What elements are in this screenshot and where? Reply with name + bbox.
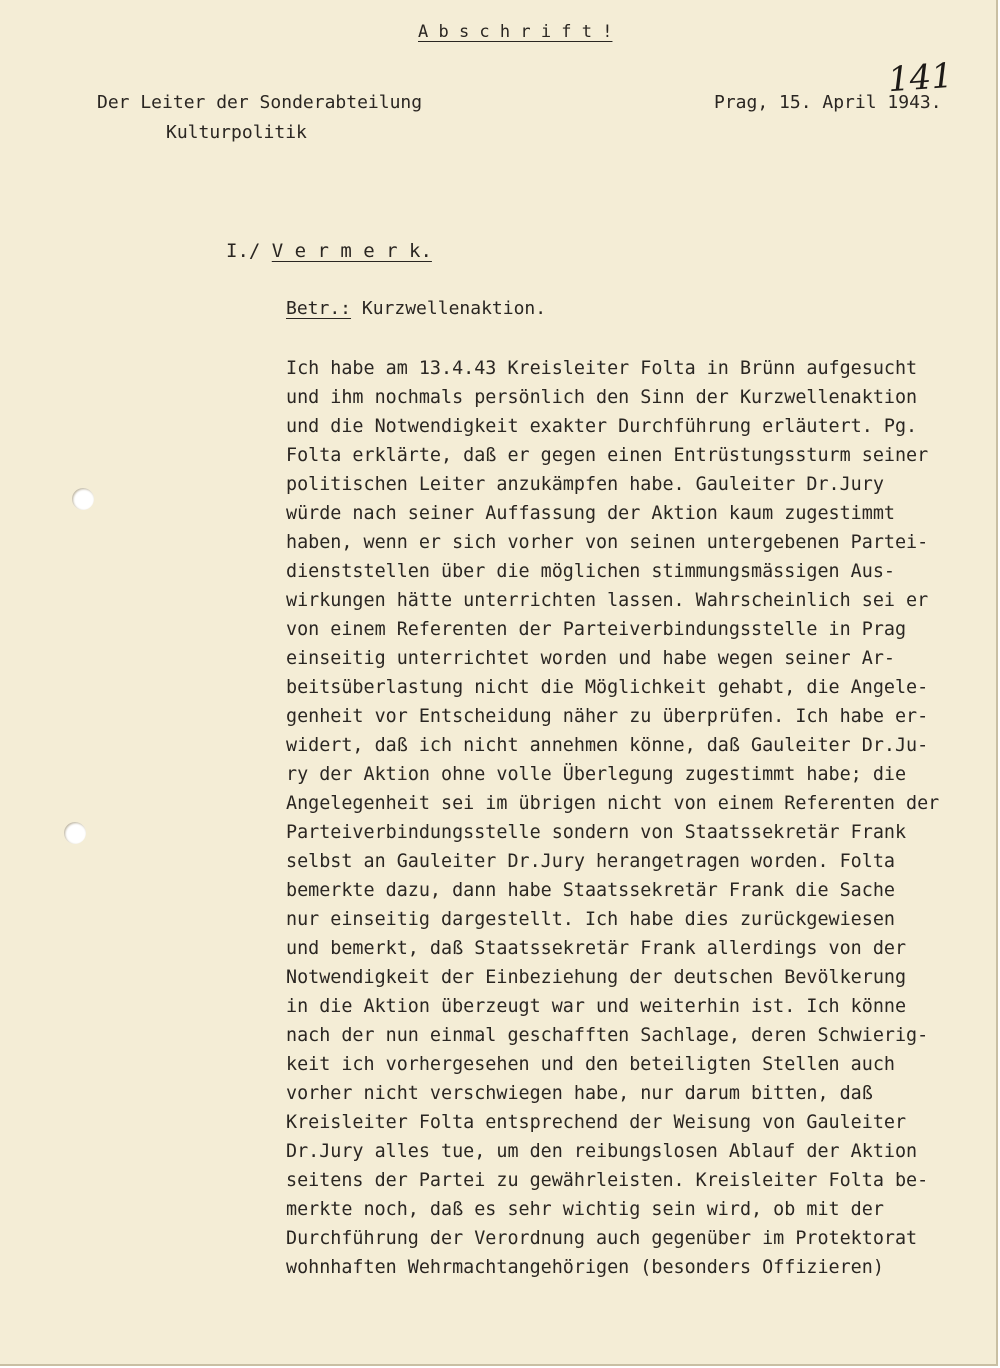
- subject-text: Kurzwellenaktion.: [351, 298, 547, 319]
- body-line: bemerkte dazu, dann habe Staatssekretär Frank die Sache: [286, 880, 895, 901]
- body-line: würde nach seiner Auffassung der Aktion kaum zugestimmt: [286, 503, 895, 524]
- body-line: wirkungen hätte unterrichten lassen. Wahrscheinlich sei er: [286, 590, 929, 611]
- section-title: V e r m e r k.: [271, 240, 432, 262]
- body-line: vorher nicht verschwiegen habe, nur darum bitten, daß: [286, 1083, 873, 1104]
- sender-line-2: Kulturpolitik: [166, 122, 307, 143]
- body-line: Ich habe am 13.4.43 Kreisleiter Folta in Brünn aufgesucht: [286, 358, 918, 379]
- subject-line: [286, 298, 546, 319]
- body-line: in die Aktion überzeugt war und weiterhin ist. Ich könne: [286, 996, 907, 1017]
- body-line: merkte noch, daß es sehr wichtig sein wird, ob mit der: [286, 1199, 884, 1220]
- body-line: Notwendigkeit der Einbeziehung der deutschen Bevölkerung: [286, 967, 907, 988]
- body-line: ry der Aktion ohne volle Überlegung zugestimmt habe; die: [286, 764, 907, 785]
- section-heading: [226, 240, 432, 262]
- body-text: [286, 354, 986, 1282]
- sender-line-1: Der Leiter der Sonderabteilung: [97, 92, 423, 113]
- body-line: und ihm nochmals persönlich den Sinn der Kurzwellenaktion: [286, 387, 918, 408]
- body-line: keit ich vorhergesehen und den beteiligten Stellen auch: [286, 1054, 895, 1075]
- body-line: nach der nun einmal geschafften Sachlage, deren Schwierig-: [286, 1025, 929, 1046]
- body-line: selbst an Gauleiter Dr.Jury herangetragen worden. Folta: [286, 851, 895, 872]
- body-line: Folta erklärte, daß er gegen einen Entrüstungssturm seiner: [286, 445, 929, 466]
- body-line: wohnhaften Wehrmachtangehörigen (besonders Offizieren): [286, 1257, 884, 1278]
- subject-label: Betr.:: [286, 298, 352, 319]
- body-line: Durchführung der Verordnung auch gegenüber im Protektorat: [286, 1228, 918, 1249]
- body-line: Dr.Jury alles tue, um den reibungslosen Ablauf der Aktion: [286, 1141, 918, 1162]
- punch-hole: [64, 822, 86, 844]
- body-line: von einem Referenten der Parteiverbindungsstelle in Prag: [286, 619, 907, 640]
- body-line: und bemerkt, daß Staatssekretär Frank allerdings von der: [286, 938, 907, 959]
- body-line: haben, wenn er sich vorher von seinen untergebenen Partei-: [286, 532, 929, 553]
- body-line: und die Notwendigkeit exakter Durchführung erläutert. Pg.: [286, 416, 918, 437]
- body-line: Kreisleiter Folta entsprechend der Weisung von Gauleiter: [286, 1112, 907, 1133]
- body-line: Angelegenheit sei im übrigen nicht von einem Referenten der: [286, 793, 940, 814]
- body-line: beitsüberlastung nicht die Möglichkeit gehabt, die Angele-: [286, 677, 929, 698]
- body-line: Parteiverbindungsstelle sondern von Staatssekretär Frank: [286, 822, 907, 843]
- body-line: politischen Leiter anzukämpfen habe. Gauleiter Dr.Jury: [286, 474, 884, 495]
- section-prefix: I./: [226, 240, 272, 262]
- document-header-title: A b s c h r i f t !: [418, 22, 613, 42]
- body-line: seitens der Partei zu gewährleisten. Kreisleiter Folta be-: [286, 1170, 929, 1191]
- body-line: genheit vor Entscheidung näher zu überprüfen. Ich habe er-: [286, 706, 929, 727]
- body-line: nur einseitig dargestellt. Ich habe dies zurückgewiesen: [286, 909, 895, 930]
- punch-hole: [72, 488, 94, 510]
- body-line: einseitig unterrichtet worden und habe wegen seiner Ar-: [286, 648, 895, 669]
- body-line: dienststellen über die möglichen stimmungsmässigen Aus-: [286, 561, 895, 582]
- folio-number: 141: [886, 55, 955, 101]
- body-line: widert, daß ich nicht annehmen könne, daß Gauleiter Dr.Ju-: [286, 735, 929, 756]
- place-and-date: Prag, 15. April 1943.: [714, 92, 942, 113]
